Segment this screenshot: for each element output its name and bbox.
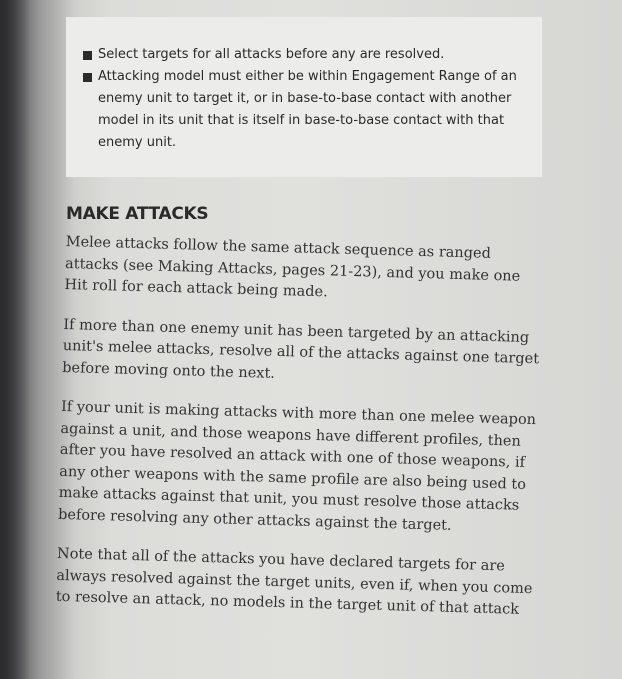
book-spine-shadow xyxy=(0,0,30,679)
callout-bullet-text: Attacking model must either be within Engagement Range of an enemy unit to target it, or in base-to-base contact with another model in its unit that is itself in base-to-base contact with that enemy unit. xyxy=(98,69,517,150)
callout-bullet-list xyxy=(80,44,530,154)
square-bullet-icon xyxy=(83,73,92,82)
body-paragraph: Note that all of the attacks you have declared targets for are always resolved against the target units, even if, when you come to resolve an attack, no models in the target unit of that attack xyxy=(55,545,533,618)
callout-bullet-item xyxy=(80,44,530,66)
body-paragraph: Melee attacks follow the same attack sequence as ranged attacks (see Making Attacks, pages 21-23), and you make one Hit roll for each attack being made. xyxy=(64,233,521,301)
body-paragraph: If more than one enemy unit has been targeted by an attacking unit's melee attacks, resolve all of the attacks against one target before moving onto the next. xyxy=(61,316,540,382)
body-paragraph: If your unit is making attacks with more than one melee weapon against a unit, and those weapons have different profiles, then after you have resolved an attack with one of those weapons, if any other weapons with the same profile are also being used to make attacks against that unit, you must resolve those attacks before resolving any other attacks against the target. xyxy=(57,398,537,534)
square-bullet-icon xyxy=(83,51,92,60)
section-heading: MAKE ATTACKS xyxy=(66,204,209,224)
section-body xyxy=(55,232,544,640)
callout-bullet-text: Select targets for all attacks before any are resolved. xyxy=(98,47,445,62)
callout-bullet-item xyxy=(80,66,530,154)
